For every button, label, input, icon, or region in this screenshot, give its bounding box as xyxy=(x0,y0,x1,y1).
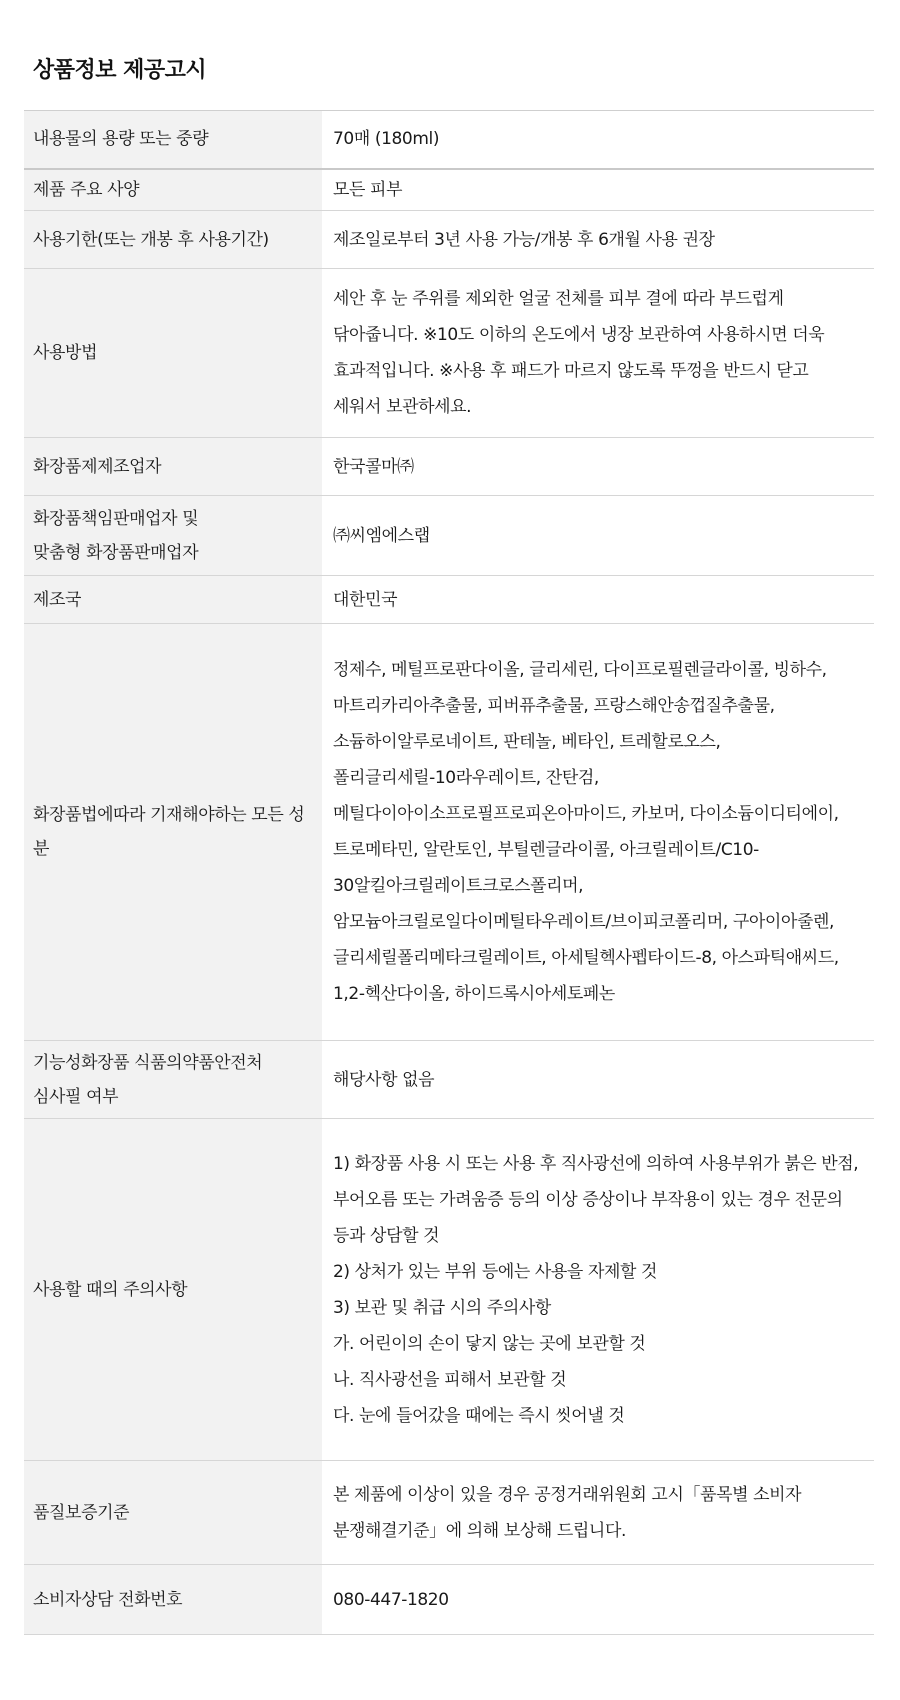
row-label-line: 화장품책임판매업자 및 xyxy=(33,508,199,529)
row-value: 세안 후 눈 주위를 제외한 얼굴 전체를 피부 결에 따라 부드럽게 닦아줍니다. ※10도 이하의 온도에서 냉장 보관하여 사용하시면 더욱 효과적입니다. ※사용 후 패드가 마르지 않도록 뚜껑을 반드시 닫고 세워서 보관하세요. xyxy=(322,269,874,438)
row-value: 모든 피부 xyxy=(322,169,874,211)
row-value: 70매 (180ml) xyxy=(322,111,874,169)
row-label: 내용물의 용량 또는 중량 xyxy=(24,111,322,169)
row-value: 본 제품에 이상이 있을 경우 공정거래위원회 고시「품목별 소비자 분쟁해결기준」에 의해 보상해 드립니다. xyxy=(322,1461,874,1565)
row-label: 사용할 때의 주의사항 xyxy=(24,1119,322,1461)
row-label: 사용기한(또는 개봉 후 사용기간) xyxy=(24,211,322,269)
row-value: 한국콜마㈜ xyxy=(322,438,874,496)
table-row-cautions xyxy=(24,1119,874,1461)
row-label xyxy=(24,1041,322,1119)
row-value: 정제수, 메틸프로판다이올, 글리세린, 다이프로필렌글라이콜, 빙하수, 마트리카리아추출물, 피버퓨추출물, 프랑스해안송껍질추출물, 소듐하이알루로네이트, 판테놀, 베타인, 트레할로오스, 폴리글리세릴-10라우레이트, 잔탄검, 메틸다이아이소프로필프로피온아마이드, 카보머, 다이소듐이디티에이, 트로메타민, 알란토인, 부틸렌글라이콜, 아크릴레이트/C10-30알킬아크릴레이트크로스폴리머, 암모늄아크릴로일다이메틸타우레이트/브이피코폴리머, 구아이아줄렌, 글리세릴폴리메타크릴레이트, 아세틸헥사펩타이드-8, 아스파틱애씨드, 1,2-헥산다이올, 하이드록시아세토페논 xyxy=(322,624,874,1041)
row-value: 해당사항 없음 xyxy=(322,1041,874,1119)
table-row-ingredients xyxy=(24,624,874,1041)
caution-item: 1) 화장품 사용 시 또는 사용 후 직사광선에 의하여 사용부위가 붉은 반점, 부어오름 또는 가려움증 등의 이상 증상이나 부작용이 있는 경우 전문의 등과 상담할 것 xyxy=(333,1153,859,1246)
row-label: 품질보증기준 xyxy=(24,1461,322,1565)
caution-item: 나. 직사광선을 피해서 보관할 것 xyxy=(333,1369,567,1390)
row-label: 제품 주요 사양 xyxy=(24,169,322,211)
caution-item: 2) 상처가 있는 부위 등에는 사용을 자제할 것 xyxy=(333,1261,658,1282)
phone-number: 080-447-1820 xyxy=(322,1565,874,1635)
row-label-line: 기능성화장품 식품의약품안전처 xyxy=(33,1052,263,1073)
table-row-expiry xyxy=(24,211,874,269)
row-value: 제조일로부터 3년 사용 가능/개봉 후 6개월 사용 권장 xyxy=(322,211,874,269)
caution-item: 다. 눈에 들어갔을 때에는 즉시 씻어낼 것 xyxy=(333,1405,625,1426)
table-row-usage xyxy=(24,269,874,438)
row-label xyxy=(24,496,322,576)
row-value: ㈜씨엠에스랩 xyxy=(322,496,874,576)
row-label: 화장품법에따라 기재해야하는 모든 성분 xyxy=(24,624,322,1041)
table-row-spec xyxy=(24,169,874,211)
table-row-manufacturer xyxy=(24,438,874,496)
table-row-volume xyxy=(24,111,874,169)
table-row-functional xyxy=(24,1041,874,1119)
row-label-line: 맞춤형 화장품판매업자 xyxy=(33,542,199,563)
table-row-quality xyxy=(24,1461,874,1565)
row-label: 화장품제제조업자 xyxy=(24,438,322,496)
row-label: 사용방법 xyxy=(24,269,322,438)
caution-item: 3) 보관 및 취급 시의 주의사항 xyxy=(333,1297,551,1318)
page-title: 상품정보 제공고시 xyxy=(33,58,207,83)
table-row-seller xyxy=(24,496,874,576)
table-row-country xyxy=(24,576,874,624)
row-label-line: 심사필 여부 xyxy=(33,1086,119,1107)
row-value: 대한민국 xyxy=(322,576,874,624)
caution-item: 가. 어린이의 손이 닿지 않는 곳에 보관할 것 xyxy=(333,1333,646,1354)
table-row-phone xyxy=(24,1565,874,1635)
row-value xyxy=(322,1119,874,1461)
row-label: 소비자상담 전화번호 xyxy=(24,1565,322,1635)
product-info-table xyxy=(24,110,874,1635)
row-label: 제조국 xyxy=(24,576,322,624)
